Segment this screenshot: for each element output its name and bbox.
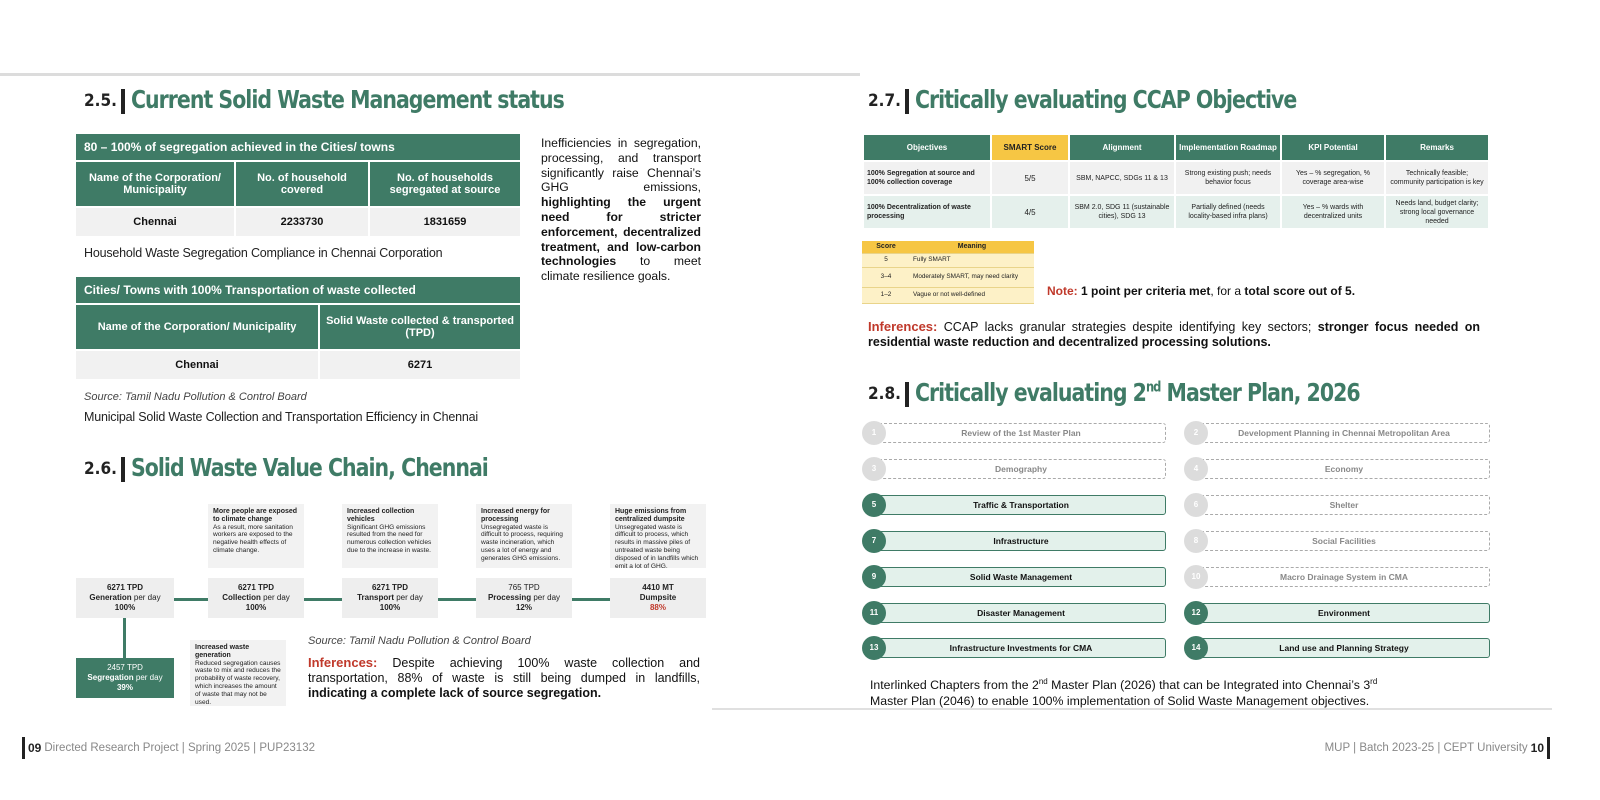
page-number: 10 (1530, 741, 1544, 755)
top-rule-left (0, 73, 860, 76)
value-chain-note: Increased waste generation Reduced segregation causes waste to mix and reduces the probability of waste recovery, which increases the amount of waste that may not be used. (190, 640, 286, 706)
smart-score-legend: Score Meaning 5 Fully SMART 3–4 Moderately SMART, may need clarity 1–2 Vague or not well-defined (862, 241, 1034, 304)
footer-text: MUP | Batch 2023-25 | CEPT University (1324, 742, 1528, 754)
footer-text: Directed Research Project | Spring 2025 | PUP23132 (44, 742, 315, 754)
section-number: 2.7. (868, 91, 901, 111)
source-note: Source: Tamil Nadu Pollution & Control Board (84, 391, 307, 403)
section-2-7-heading (868, 85, 1380, 114)
table-cell: SBM 2.0, SDG 11 (sustainable cities), SDG 13 (1069, 195, 1175, 229)
table-caption-2: Municipal Solid Waste Collection and Transportation Efficiency in Chennai (84, 410, 478, 424)
section-2-5-heading (84, 85, 659, 114)
table-cell: 4/5 (991, 195, 1069, 229)
table-cell: 1831659 (369, 207, 521, 237)
table-cell: Yes – % segregation, % coverage area-wise (1281, 161, 1385, 195)
section-number: 2.6. (84, 459, 117, 479)
section-title: Critically evaluating 2nd Master Plan, 2026 (914, 378, 1360, 407)
table-caption-1: Household Waste Segregation Compliance in Chennai Corporation (84, 246, 443, 260)
master-plan-caption: Interlinked Chapters from the 2nd Master Plan (2026) that can be Integrated into Chennai’s 3rd Master Plan (2046) to enable 100% implementation of Solid Waste Management objectives. (870, 677, 1378, 709)
source-note: Source: Tamil Nadu Pollution & Control Board (308, 635, 531, 647)
segregation-stage: 2457 TPD Segregation per day 39% (76, 658, 174, 698)
table-header: Implementation Roadmap (1175, 134, 1281, 161)
heading-bar (121, 89, 125, 114)
table-cell: Technically feasible; community participation is key (1385, 161, 1489, 195)
heading-bar (905, 89, 909, 114)
table-caption: 80 – 100% of segregation achieved in the Cities/ towns (75, 133, 521, 161)
footer-right (1325, 737, 1550, 759)
table-cell: SBM, NAPCC, SDGs 11 & 13 (1069, 161, 1175, 195)
table-header: Solid Waste collected & transported (TPD) (319, 304, 521, 350)
generation-stage: 6271 TPD Generation per day 100% (76, 578, 174, 618)
score-note: Note: 1 point per criteria met, for a total score out of 5. (1047, 284, 1356, 298)
section-2-6-heading (84, 453, 566, 482)
ccap-inference: Inferences: CCAP lacks granular strategies despite identifying key sectors; stronger focus needed on residential waste reduction and decentralized processing solutions. (868, 319, 1480, 349)
table-cell: Needs land, budget clarity; strong local governance needed (1385, 195, 1489, 229)
transportation-table (74, 275, 522, 381)
table-header: KPI Potential (1281, 134, 1385, 161)
table-cell: 5/5 (991, 161, 1069, 195)
table-caption: Cities/ Towns with 100% Transportation of waste collected (75, 276, 521, 304)
table-cell: Partially defined (needs locality-based infra plans) (1175, 195, 1281, 229)
table-header: Remarks (1385, 134, 1489, 161)
inefficiency-paragraph: Inefficiencies in segregation, processing, and transport significantly raise Chennai’s GHG emissions, highlighting the urgent need for stricter enforcement, decentralized treatment, and low-carbon technologies to meet climate resilience goals. (541, 136, 701, 284)
value-chain-inference: Inferences: Despite achieving 100% waste collection and transportation, 88% of waste is still being dumped in landfills, indicating a complete lack of source segregation. (308, 655, 700, 700)
table-header: Name of the Corporation/ Municipality (75, 161, 235, 207)
page-number: 09 (28, 741, 42, 755)
table-cell: 2233730 (235, 207, 369, 237)
table-cell: Yes – % wards with decentralized units (1281, 195, 1385, 229)
table-header: Score (862, 241, 910, 253)
value-chain-note: Increased collection vehicles Significant GHG emissions resulted from the need for numerous collection vehicles due to the increase in waste. (342, 504, 438, 568)
table-cell: Chennai (75, 207, 235, 237)
value-chain-note: Increased energy for processing Unsegregated waste is difficult to process, requiring waste incineration, which uses a lot of energy and generates GHG emissions. (476, 504, 572, 568)
footer-bar (22, 737, 25, 759)
heading-bar (905, 382, 909, 407)
section-number: 2.8. (868, 384, 901, 404)
table-cell: 6271 (319, 350, 521, 380)
table-header: Meaning (910, 241, 1034, 253)
processing-stage: 765 TPD Processing per day 12% (476, 578, 572, 618)
ccap-evaluation-table (862, 133, 1490, 230)
table-cell: Strong existing push; needs behavior focus (1175, 161, 1281, 195)
value-chain-note: Huge emissions from centralized dumpsite Unsegregated waste is difficult to process, which results in massive piles of untreated waste being disposed of in landfills which emit a lot of GHG. (610, 504, 706, 568)
table-cell: 100% Segregation at source and 100% collection coverage (863, 161, 991, 195)
section-2-8-heading (868, 378, 1457, 407)
heading-bar (121, 457, 125, 482)
value-chain-note: More people are exposed to climate change As a result, more sanitation workers are exposed to the negative health effects of climate change. (208, 504, 304, 568)
dumpsite-stage: 4410 MT Dumpsite 88% (610, 578, 706, 618)
segregation-table (74, 132, 522, 238)
table-header: Name of the Corporation/ Municipality (75, 304, 319, 350)
transport-stage: 6271 TPD Transport per day 100% (342, 578, 438, 618)
table-header: No. of households segregated at source (369, 161, 521, 207)
table-cell: Chennai (75, 350, 319, 380)
section-title: Critically evaluating CCAP Objective (914, 85, 1297, 114)
value-chain-connector (123, 616, 126, 660)
table-header: Objectives (863, 134, 991, 161)
collection-stage: 6271 TPD Collection per day 100% (208, 578, 304, 618)
table-cell: 100% Decentralization of waste processing (863, 195, 991, 229)
table-header: Alignment (1069, 134, 1175, 161)
section-number: 2.5. (84, 91, 117, 111)
section-title: Solid Waste Value Chain, Chennai (130, 453, 488, 482)
footer-bar (1547, 737, 1550, 759)
footer-left (22, 737, 315, 759)
table-header: SMART Score (991, 134, 1069, 161)
section-title: Current Solid Waste Management status (130, 85, 564, 114)
table-header: No. of household covered (235, 161, 369, 207)
